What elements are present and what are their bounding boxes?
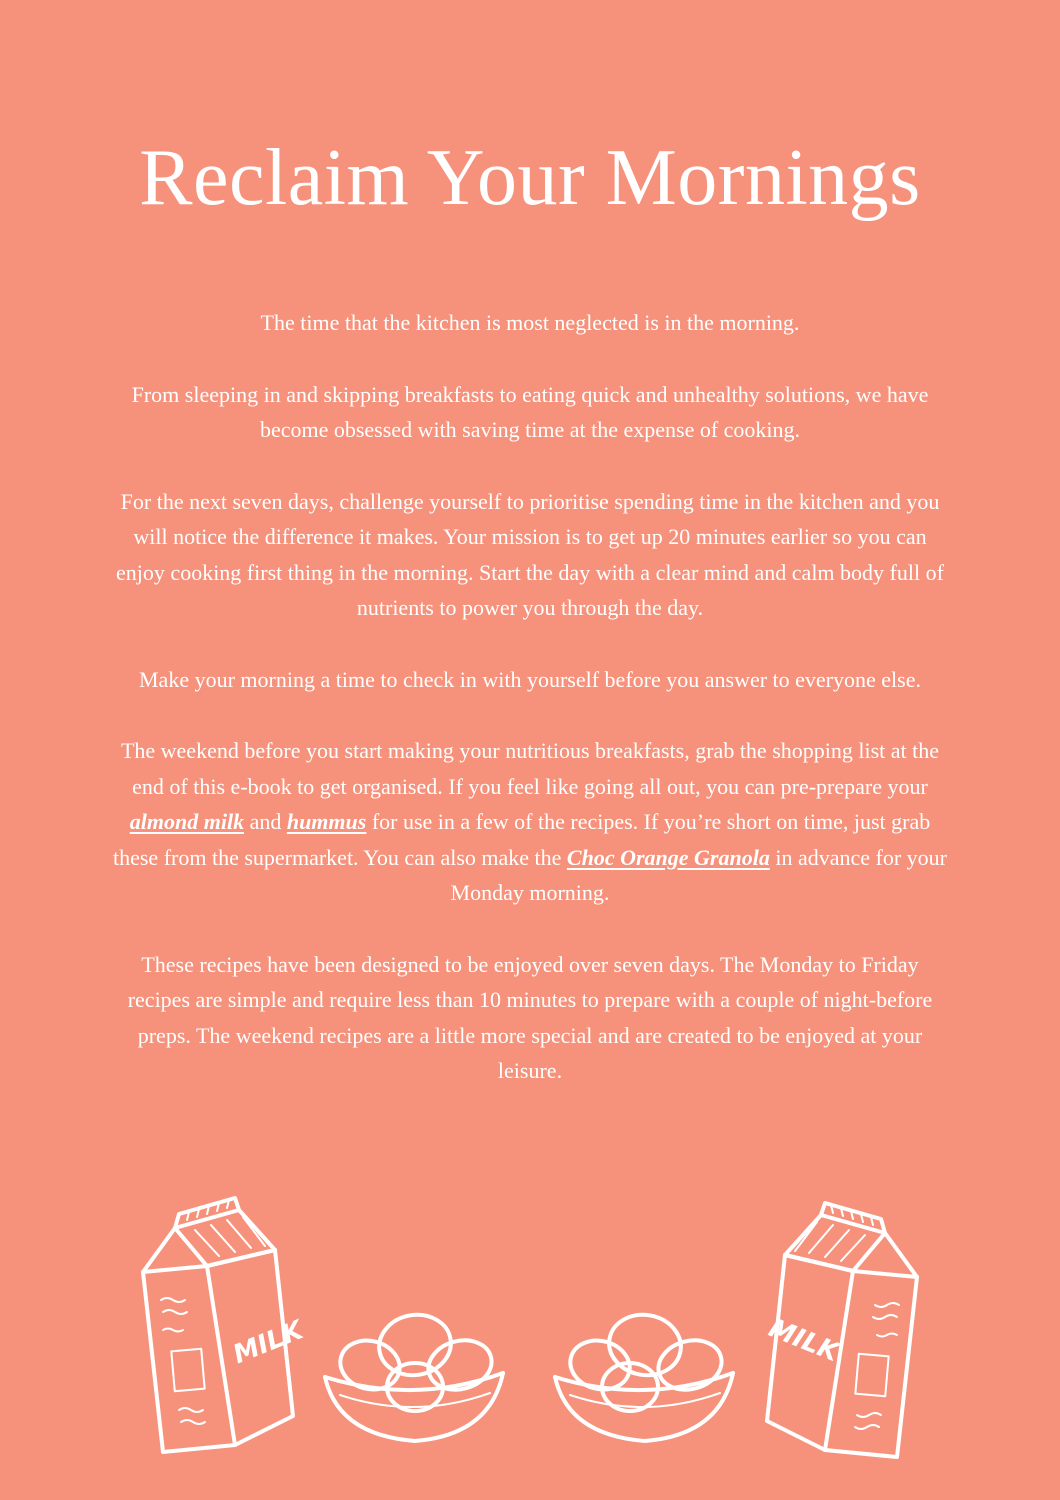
milk-carton-icon [755,1195,925,1465]
breakfast-illustrations [0,1185,1060,1465]
paragraph-2: From sleeping in and skipping breakfasts to eating quick and unhealthy solutions, we have become obsessed with saving time at the expense of cooking. [131,381,929,442]
egg-bowl-icon [320,1295,510,1445]
paragraph-5 [110,733,950,911]
paragraph-5-text-1: The weekend before you start making your nutritious breakfasts, grab the shopping list at the end of this e-book to get organised. If you feel like going all out, you can pre-prepare your [120,738,940,799]
page-title: Reclaim Your Mornings [139,134,921,222]
paragraph-5-text-2: and [244,809,287,834]
paragraph-5-text-3: for use in a few of the recipes. If you’re short on time, just grab these from the supermarket. You can also make the [112,809,931,870]
egg-bowl-icon [550,1295,740,1445]
intro-text [110,305,950,1125]
svg-text:MILK: MILK [764,1313,843,1369]
paragraph-1: The time that the kitchen is most neglected is in the morning. [260,310,800,335]
milk-carton-icon [135,1190,308,1460]
almond-milk-link[interactable]: almond milk [129,809,245,834]
paragraph-3: For the next seven days, challenge yourself to prioritise spending time in the kitchen and you will notice the difference it makes. Your mission is to get up 20 minutes earlier so you can enjoy cooking first thing in the morning. Start the day with a clear mind and calm body full of nutrients to power you through the day. [116,488,944,620]
svg-text:MILK: MILK [229,1315,308,1371]
paragraph-5-text-4: in advance for your Monday morning. [450,844,947,905]
paragraph-6: These recipes have been designed to be enjoyed over seven days. The Monday to Friday recipes are simple and require less than 10 minutes to prepare with a couple of night-before preps. The weekend recipes are a little more special and are created to be enjoyed at your leisure. [127,951,933,1083]
hummus-link[interactable]: hummus [286,809,367,834]
paragraph-4: Make your morning a time to check in with yourself before you answer to everyone else. [139,666,921,692]
choc-orange-granola-link[interactable]: Choc Orange Granola [566,844,770,870]
